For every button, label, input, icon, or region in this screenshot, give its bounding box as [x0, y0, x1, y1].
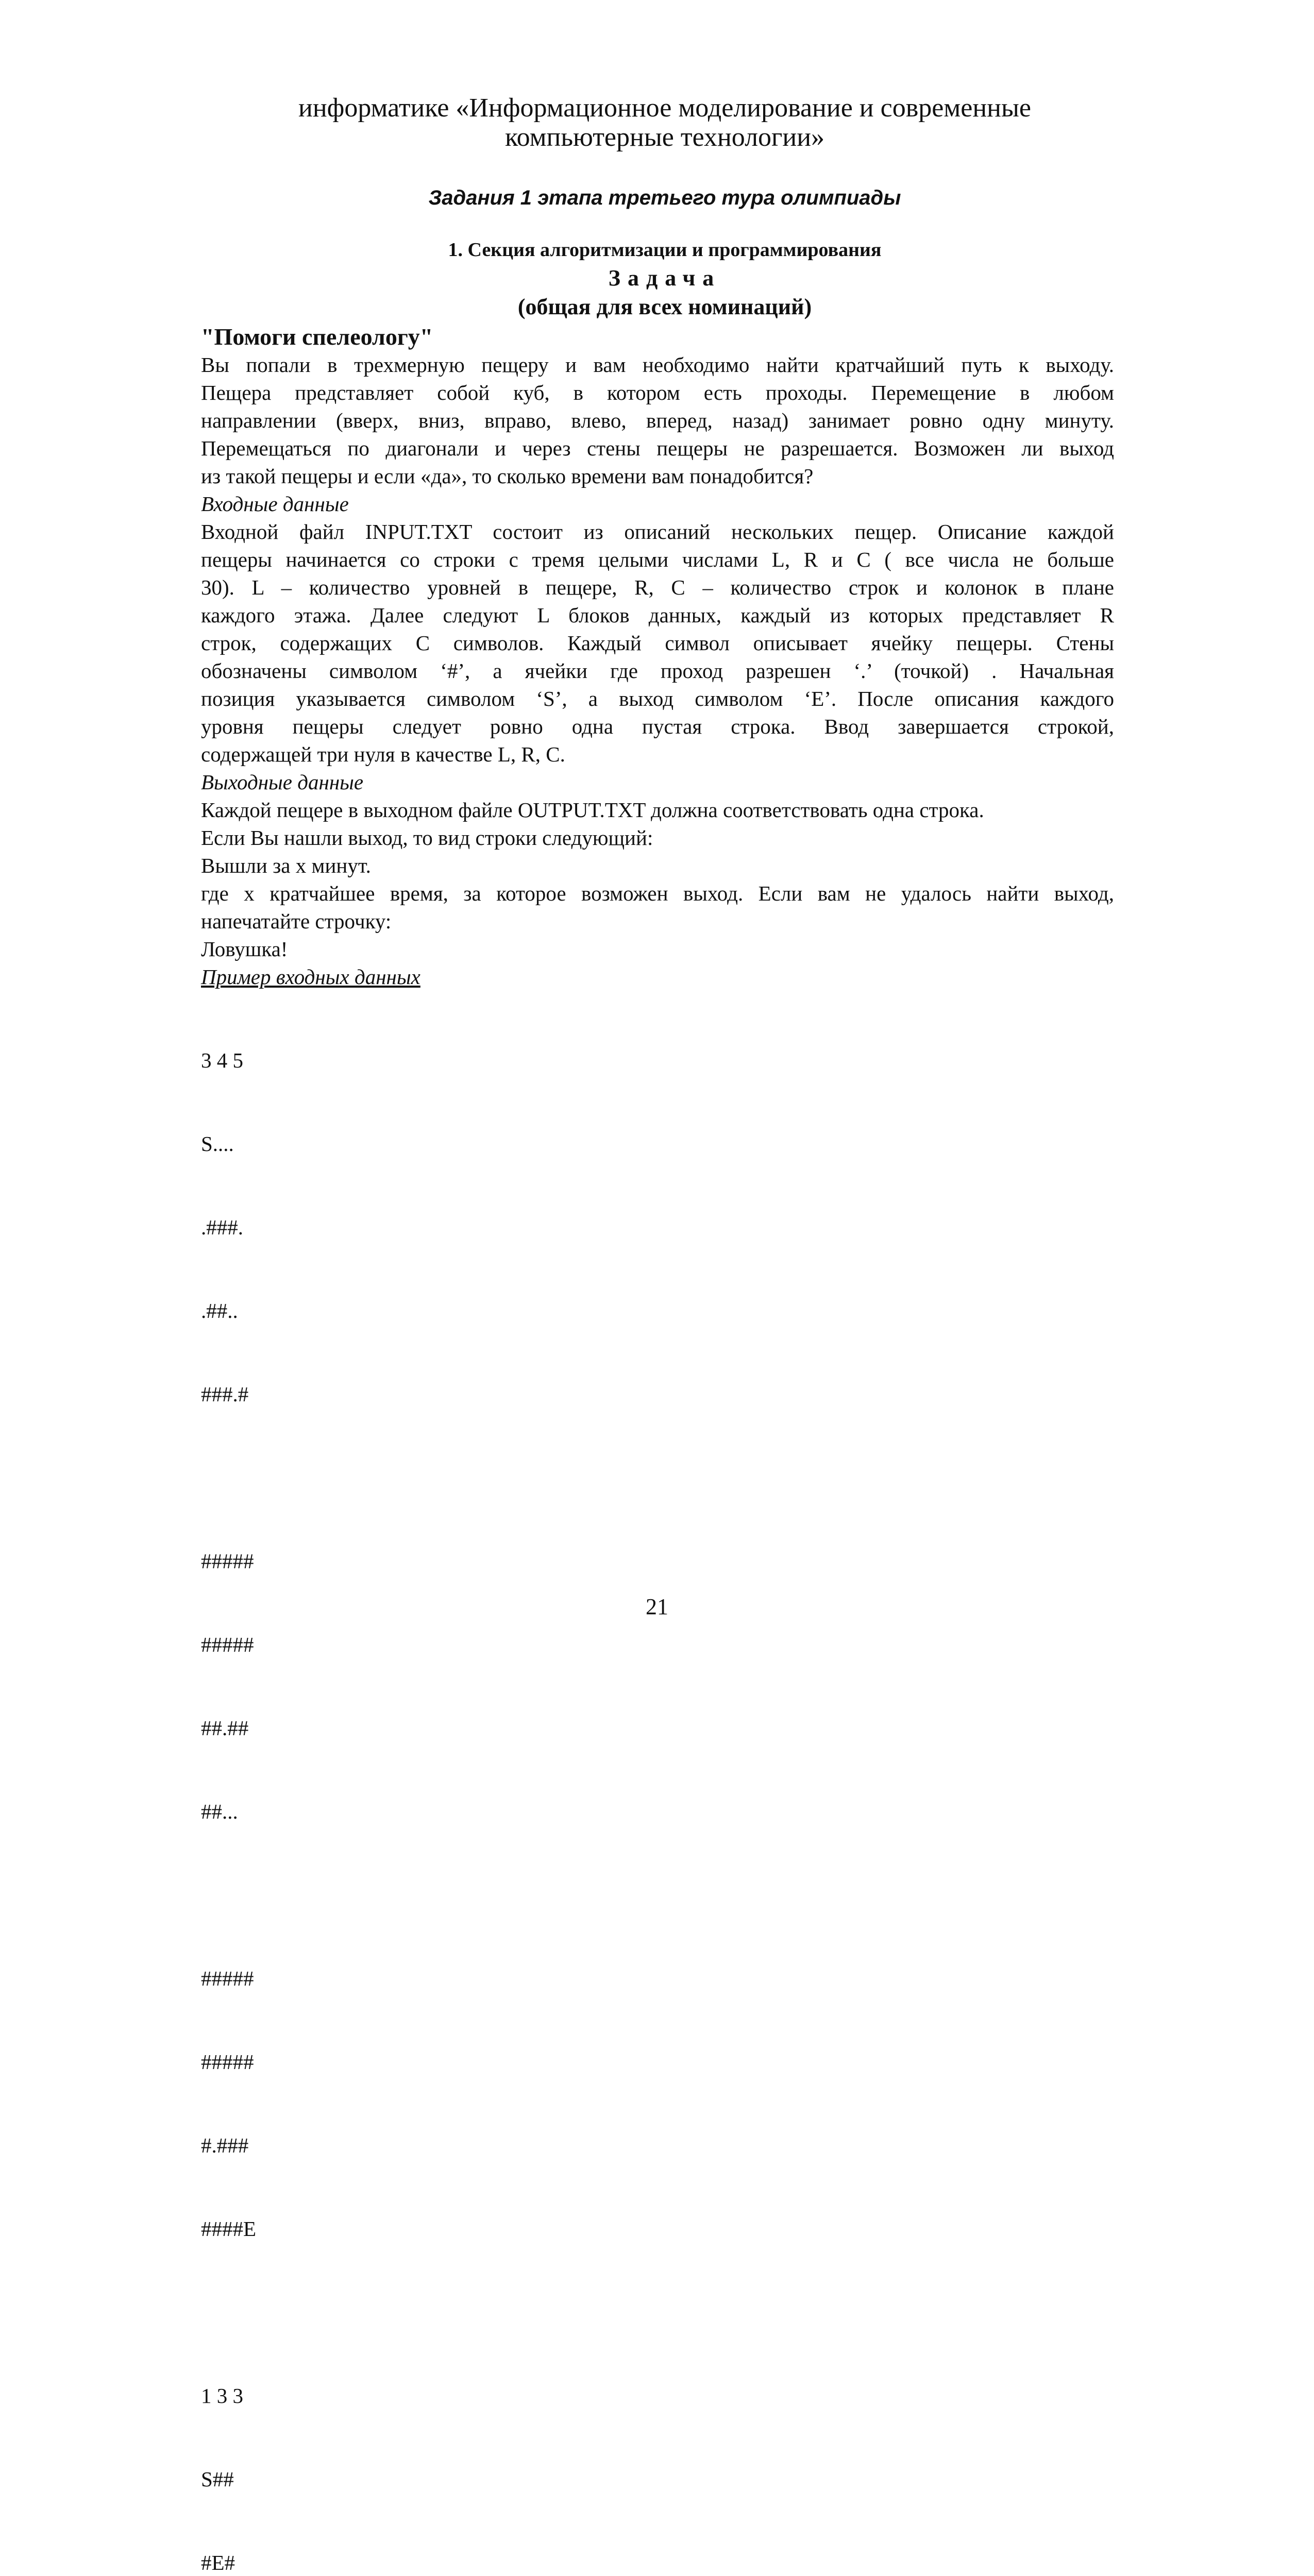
page-number: 21: [646, 1594, 668, 1619]
output-line: Если Вы нашли выход, то вид строки следующий:: [201, 826, 653, 850]
output-heading: Выходные данные: [201, 770, 364, 794]
input-line: каждого этажа. Далее следуют L блоков данных, каждый из которых представляет R: [201, 603, 1114, 627]
output-line: Ловушка!: [201, 937, 288, 961]
example-line: #####: [201, 1549, 254, 1573]
example-blank-line: [201, 2298, 256, 2326]
input-line: 30). L – количество уровней в пещере, R, C – количество строк и колонок в плане: [201, 575, 1114, 599]
example-line: ####E: [201, 2217, 257, 2241]
stage-title: Задания 1 этапа третьего тура олимпиады: [428, 187, 901, 209]
intro-line: из такой пещеры и если «да», то сколько времени вам понадобится?: [201, 464, 814, 488]
input-line: содержащей три нуля в качестве L, R, C.: [201, 742, 565, 766]
output-line: напечатайте строчку:: [201, 909, 392, 933]
problem-title: "Помоги спелеологу": [201, 324, 433, 350]
example-line: 3 4 5: [201, 1048, 243, 1072]
example-blank-line: [201, 1464, 256, 1492]
example-line: #E#: [201, 2551, 235, 2574]
example-line: #.###: [201, 2133, 249, 2157]
intro-line: Перемещаться по диагонали и через стены пещеры не разрешается. Возможен ли выход: [201, 436, 1114, 460]
intro-line: Вы попали в трехмерную пещеру и вам необходимо найти кратчайший путь к выходу.: [201, 353, 1114, 377]
example-block: [201, 991, 256, 2576]
example-line: #####: [201, 1633, 254, 1656]
example-line: 1 3 3: [201, 2384, 243, 2408]
example-line: .##..: [201, 1299, 238, 1323]
output-line: Вышли за x минут.: [201, 854, 371, 877]
example-line: #####: [201, 2050, 254, 2074]
output-paragraph: [201, 796, 1114, 963]
intro-line: направлении (вверх, вниз, вправо, влево, вперед, назад) занимает ровно одну минуту.: [201, 409, 1114, 432]
task-heading: Задача: [608, 265, 721, 291]
example-line: ##.##: [201, 1716, 249, 1740]
example-heading: Пример входных данных: [201, 965, 420, 989]
input-line: обозначены символом ‘#’, а ячейки где проход разрешен ‘.’ (точкой) . Начальная: [201, 659, 1114, 683]
example-line: #####: [201, 1967, 254, 1990]
example-line: ##...: [201, 1800, 238, 1823]
header-line-2: компьютерные технологии»: [504, 123, 825, 152]
input-line: позиция указывается символом ‘S’, а выход символом ‘E’. После описания каждого: [201, 687, 1114, 710]
example-line: S##: [201, 2467, 234, 2491]
input-line: уровня пещеры следует ровно одна пустая строка. Ввод завершается строкой,: [201, 715, 1114, 738]
input-paragraph: [201, 518, 1114, 768]
example-blank-line: [201, 1881, 256, 1909]
example-line: ###.#: [201, 1382, 249, 1406]
input-line: пещеры начинается со строки с тремя целыми числами L, R и C ( все числа не больше: [201, 548, 1114, 571]
input-line: Входной файл INPUT.TXT состоит из описаний нескольких пещер. Описание каждой: [201, 520, 1114, 544]
intro-paragraph: [201, 351, 1114, 490]
example-line: S....: [201, 1132, 234, 1156]
output-line: Каждой пещере в выходном файле OUTPUT.TXT должна соответствовать одна строка.: [201, 798, 984, 822]
header-line-1: информатике «Информационное моделирование и современные: [298, 93, 1031, 123]
example-line: .###.: [201, 1215, 243, 1239]
task-subtitle: (общая для всех номинаций): [517, 294, 812, 319]
section-title: 1. Секция алгоритмизации и программирования: [448, 239, 882, 261]
input-heading: Входные данные: [201, 492, 349, 516]
intro-line: Пещера представляет собой куб, в котором есть проходы. Перемещение в любом: [201, 381, 1114, 404]
output-line: где x кратчайшее время, за которое возможен выход. Если вам не удалось найти выход,: [201, 882, 1114, 905]
input-line: строк, содержащих C символов. Каждый символ описывает ячейку пещеры. Стены: [201, 631, 1114, 655]
